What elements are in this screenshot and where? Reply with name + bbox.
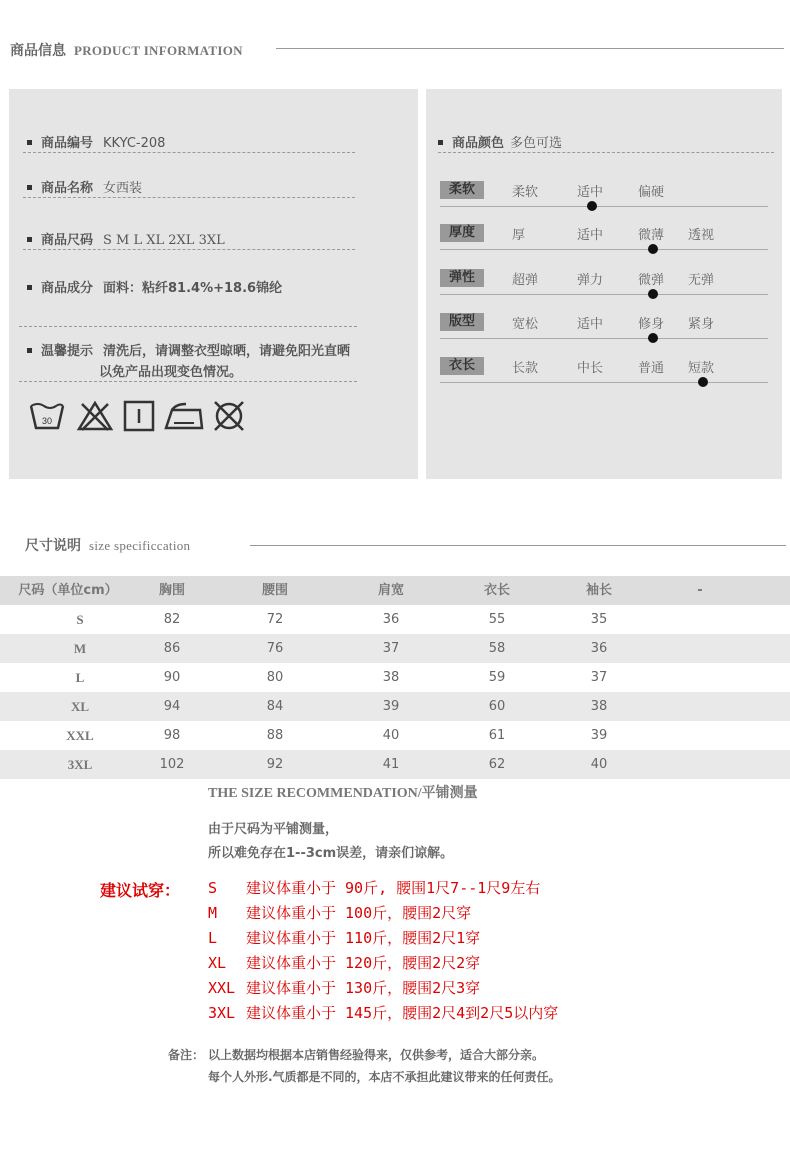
suggestion-text: 建议体重小于 110斤，腰围2尺1穿 xyxy=(246,929,481,947)
table-row xyxy=(0,605,790,634)
attribute-tag: 衣长 xyxy=(440,357,484,375)
recommendation-title: THE SIZE RECOMMENDATION/平铺测量 xyxy=(208,786,478,801)
table-cell: 59 xyxy=(488,670,506,685)
attribute-row xyxy=(440,224,770,264)
attribute-selected-dot xyxy=(648,244,658,254)
table-cell: 92 xyxy=(266,757,284,772)
table-cell: 39 xyxy=(382,699,400,714)
info-row-sizes: 商品尺码 S M L XL 2XL 3XL xyxy=(27,229,225,248)
suggestion-line xyxy=(208,1002,558,1023)
table-cell: 36 xyxy=(382,612,400,627)
size-spec-heading xyxy=(25,535,190,555)
table-cell: 90 xyxy=(163,670,181,685)
footer-label: 备注： xyxy=(168,1048,205,1062)
table-header-cell: 肩宽 xyxy=(377,583,404,598)
size-spec-title: 尺寸说明 xyxy=(25,538,81,554)
attribute-scale-line xyxy=(440,382,768,383)
suggestion-size: XL xyxy=(208,954,227,972)
attribute-scale-line xyxy=(440,294,768,295)
tumble-dry-icon xyxy=(122,398,160,434)
attribute-option: 短款 xyxy=(688,361,715,376)
tip-line-2: 以免产品出现变色情况。 xyxy=(99,365,243,380)
no-bleach-icon xyxy=(76,398,114,434)
table-cell: 58 xyxy=(488,641,506,656)
table-header-cell: 衣长 xyxy=(483,583,510,598)
row-divider xyxy=(23,197,355,198)
table-row xyxy=(0,692,790,721)
attribute-option: 超弹 xyxy=(512,273,539,288)
svg-text:30: 30 xyxy=(41,416,53,426)
suggestion-line xyxy=(208,977,480,998)
table-cell: 102 xyxy=(159,757,185,772)
attribute-scale-line xyxy=(440,206,768,207)
attribute-option: 修身 xyxy=(638,317,665,332)
product-info-title: 商品信息 xyxy=(10,43,66,59)
row-divider xyxy=(23,249,355,250)
attribute-option: 普通 xyxy=(638,361,665,376)
suggestion-size: 3XL xyxy=(208,1004,236,1022)
table-row xyxy=(0,663,790,692)
wash-30-icon xyxy=(28,398,66,434)
table-cell: 39 xyxy=(590,728,608,743)
table-cell: 41 xyxy=(382,757,400,772)
attribute-option: 适中 xyxy=(577,185,604,200)
attribute-option: 微薄 xyxy=(638,228,665,243)
bullet-icon xyxy=(27,140,32,145)
table-cell: M xyxy=(73,641,87,656)
attribute-tag: 厚度 xyxy=(440,224,484,242)
table-cell: 40 xyxy=(590,757,608,772)
suggestion-line xyxy=(208,952,480,973)
table-cell: 72 xyxy=(266,612,284,627)
row-divider xyxy=(19,381,357,382)
table-cell: 62 xyxy=(488,757,506,772)
color-row: 商品颜色 多色可选 xyxy=(438,132,562,151)
iron-icon xyxy=(162,398,206,434)
table-header-cell: 胸围 xyxy=(158,583,185,598)
size-table xyxy=(0,576,790,779)
suggestion-size: XXL xyxy=(208,979,236,997)
attribute-option: 长款 xyxy=(512,361,539,376)
heading-divider xyxy=(250,545,786,546)
attribute-tag: 柔软 xyxy=(440,181,484,199)
attribute-option: 适中 xyxy=(577,228,604,243)
product-info-title-en: PRODUCT INFORMATION xyxy=(74,43,243,58)
bullet-icon xyxy=(438,140,443,145)
table-cell: L xyxy=(75,670,85,685)
table-cell: S xyxy=(76,612,84,627)
table-cell: 80 xyxy=(266,670,284,685)
attribute-selected-dot xyxy=(648,289,658,299)
table-cell: 3XL xyxy=(67,757,93,772)
attribute-scale-line xyxy=(440,249,768,250)
attribute-scale-line xyxy=(440,338,768,339)
table-cell: 55 xyxy=(488,612,506,627)
info-row-material: 商品成分 面料：粘纤81.4%+18.6锦纶 xyxy=(27,277,282,296)
attribute-option: 宽松 xyxy=(512,317,539,332)
table-cell: 60 xyxy=(488,699,506,714)
suggestion-text: 建议体重小于 145斤，腰围2尺4到2尺5以内穿 xyxy=(246,1004,559,1022)
attribute-selected-dot xyxy=(698,377,708,387)
row-divider xyxy=(23,152,355,153)
table-header-cell: 袖长 xyxy=(585,583,612,598)
attribute-option: 适中 xyxy=(577,317,604,332)
suggestion-text: 建议体重小于 90斤, 腰围1尺7--1尺9左右 xyxy=(246,879,541,897)
info-row-tip: 温馨提示 清洗后，请调整衣型晾晒，请避免阳光直晒 xyxy=(27,340,350,359)
attribute-option: 柔软 xyxy=(512,185,539,200)
table-cell: 76 xyxy=(266,641,284,656)
table-cell: 38 xyxy=(382,670,400,685)
attribute-row xyxy=(440,269,770,309)
bullet-icon xyxy=(27,185,32,190)
suggestion-line xyxy=(208,877,540,898)
table-header-cell: - xyxy=(697,583,703,598)
bullet-icon xyxy=(27,285,32,290)
info-row-code: 商品编号 KKYC-208 xyxy=(27,132,165,151)
table-header-cell: 腰围 xyxy=(261,583,288,598)
attribute-option: 透视 xyxy=(688,228,715,243)
table-header-row xyxy=(0,576,790,605)
suggestion-text: 建议体重小于 130斤，腰围2尺3穿 xyxy=(246,979,481,997)
table-cell: 82 xyxy=(163,612,181,627)
table-cell: 94 xyxy=(163,699,181,714)
suggestion-size: S xyxy=(208,879,218,897)
row-divider xyxy=(19,326,357,327)
suggestion-size: M xyxy=(208,904,218,922)
bullet-icon xyxy=(27,237,32,242)
suggestion-text: 建议体重小于 120斤，腰围2尺2穿 xyxy=(246,954,481,972)
table-cell: XL xyxy=(70,699,90,714)
table-cell: 86 xyxy=(163,641,181,656)
attribute-selected-dot xyxy=(648,333,658,343)
product-info-heading xyxy=(10,40,243,60)
attribute-row xyxy=(440,313,770,353)
attribute-option: 紧身 xyxy=(688,317,715,332)
table-row xyxy=(0,634,790,663)
table-header-cell: 尺码（单位cm） xyxy=(18,583,118,598)
size-spec-title-en: size specificcation xyxy=(89,538,191,553)
measure-note-2: 所以难免存在1--3cm误差，请亲们谅解。 xyxy=(208,846,454,861)
table-cell: 40 xyxy=(382,728,400,743)
suggestion-line xyxy=(208,902,471,923)
heading-divider xyxy=(276,48,784,49)
table-cell: 37 xyxy=(590,670,608,685)
table-cell: 84 xyxy=(266,699,284,714)
attribute-row xyxy=(440,181,770,221)
table-cell: 88 xyxy=(266,728,284,743)
table-cell: 98 xyxy=(163,728,181,743)
table-cell: 61 xyxy=(488,728,506,743)
attribute-option: 厚 xyxy=(512,228,526,243)
table-cell: 37 xyxy=(382,641,400,656)
suggestion-line xyxy=(208,927,480,948)
suggestion-size: L xyxy=(208,929,218,947)
attribute-option: 微弹 xyxy=(638,273,665,288)
attribute-tag: 版型 xyxy=(440,313,484,331)
attribute-option: 弹力 xyxy=(577,273,604,288)
attribute-row xyxy=(440,357,770,397)
row-divider xyxy=(438,152,774,153)
suggest-label: 建议试穿： xyxy=(100,881,181,900)
attribute-option: 无弹 xyxy=(688,273,715,288)
table-cell: XXL xyxy=(66,728,94,743)
attribute-option: 偏硬 xyxy=(638,185,665,200)
table-row xyxy=(0,721,790,750)
no-dry-clean-icon xyxy=(210,398,248,434)
footer-line-2: 每个人外形.气质都是不同的，本店不承担此建议带来的任何责任。 xyxy=(208,1070,561,1084)
table-cell: 38 xyxy=(590,699,608,714)
suggestion-text: 建议体重小于 100斤，腰围2尺穿 xyxy=(246,904,472,922)
attribute-tag: 弹性 xyxy=(440,269,484,287)
table-cell: 36 xyxy=(590,641,608,656)
attribute-option: 中长 xyxy=(577,361,604,376)
table-row xyxy=(0,750,790,779)
attribute-selected-dot xyxy=(587,201,597,211)
table-cell: 35 xyxy=(590,612,608,627)
bullet-icon xyxy=(27,348,32,353)
info-row-name: 商品名称 女西装 xyxy=(27,177,142,196)
measure-note-1: 由于尺码为平铺测量， xyxy=(208,822,339,837)
footer-line-1: 以上数据均根据本店销售经验得来，仅供参考，适合大部分亲。 xyxy=(208,1048,545,1062)
